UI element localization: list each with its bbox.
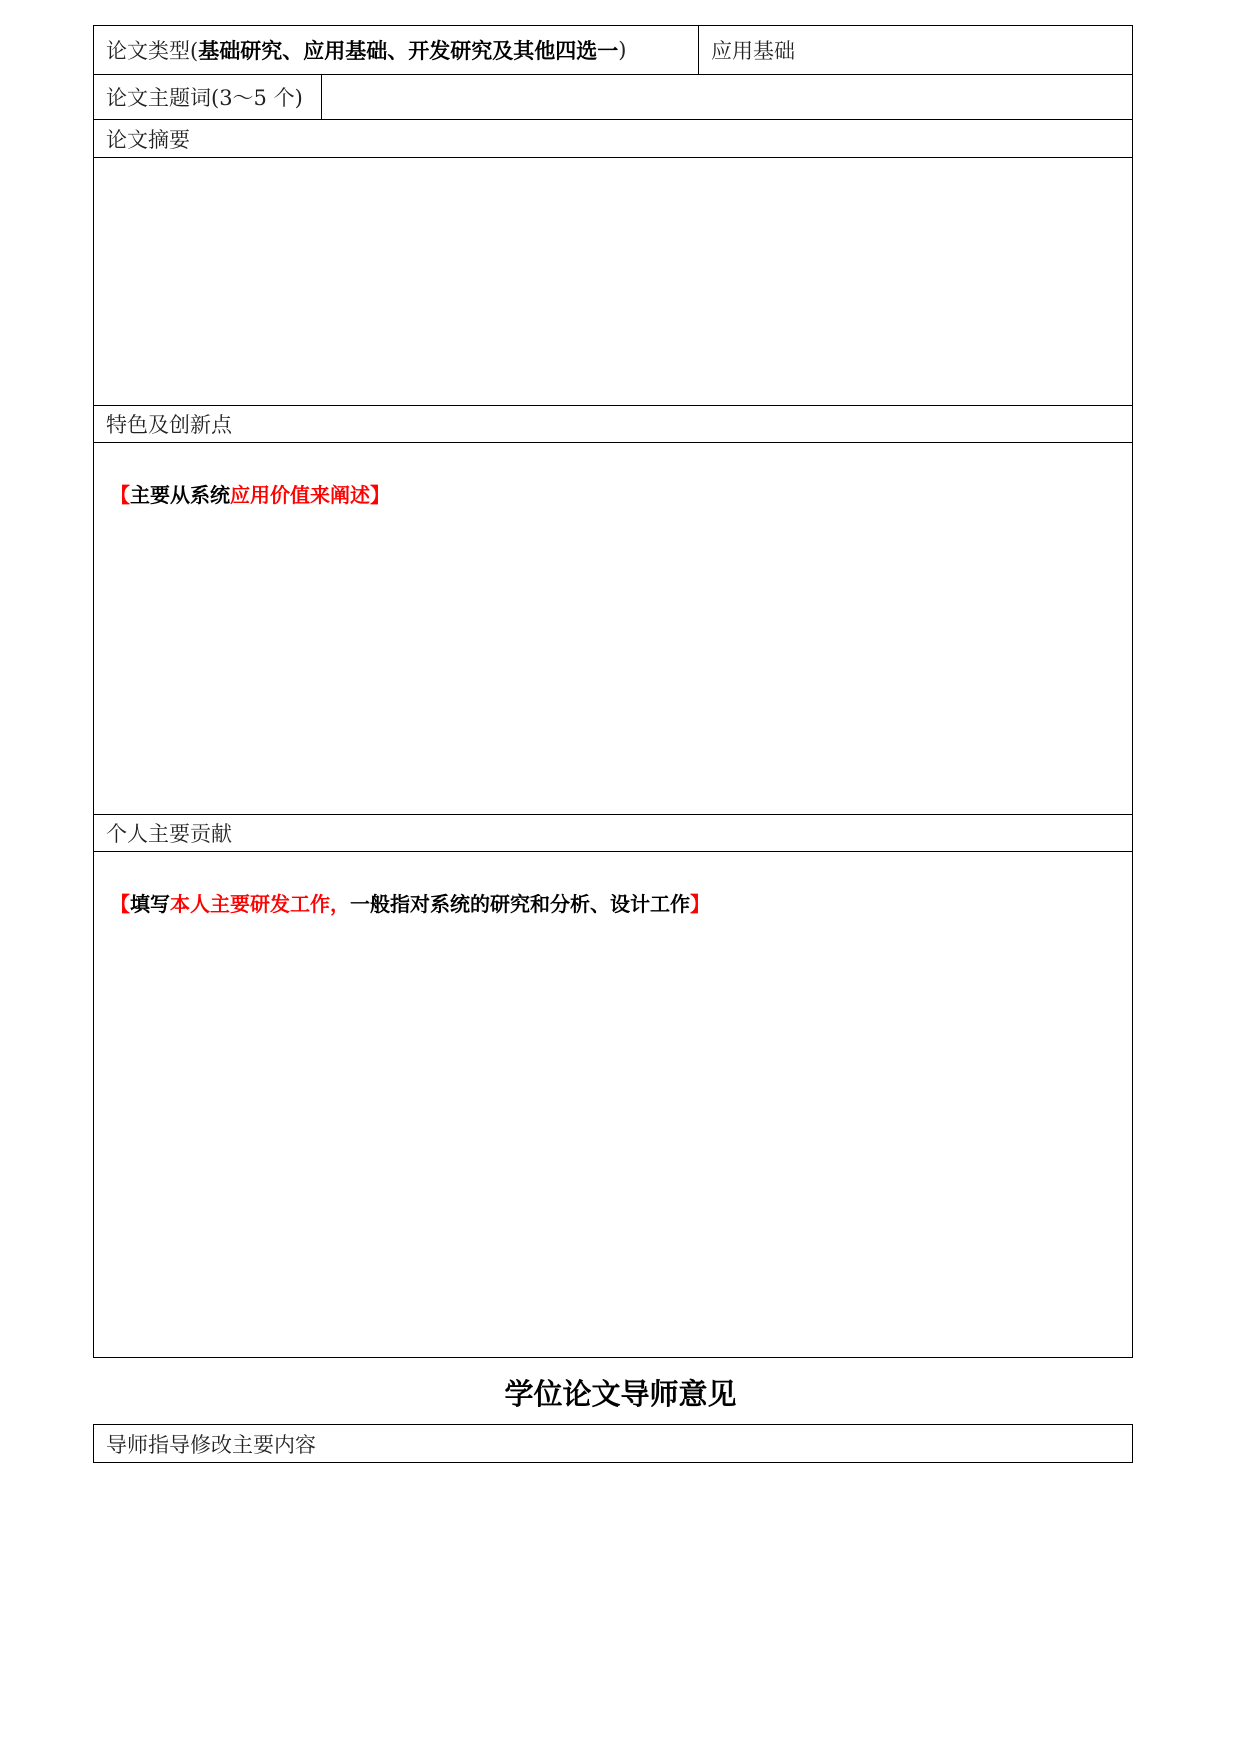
features-content[interactable]	[94, 443, 1132, 815]
thesis-type-value[interactable]: 应用基础	[711, 39, 795, 63]
features-hint	[110, 479, 390, 508]
thesis-type-options: 基础研究、应用基础、开发研究及其他四选一	[198, 39, 619, 63]
features-hint-open: 【	[110, 483, 130, 507]
thesis-type-label-suffix: )	[618, 38, 627, 62]
features-label-row	[94, 406, 1132, 443]
features-hint-close: 】	[370, 483, 390, 507]
abstract-label: 论文摘要	[106, 127, 190, 152]
contribution-hint-part2: 本人主要研发工作，	[170, 892, 350, 916]
thesis-info-table	[93, 25, 1133, 1358]
contribution-content[interactable]	[94, 852, 1132, 1357]
keywords-row	[94, 75, 1132, 120]
advisor-opinion-title: 学位论文导师意见	[504, 1377, 737, 1411]
thesis-type-label	[94, 26, 699, 74]
keywords-label: 论文主题词(3～5 个)	[94, 75, 322, 119]
contribution-hint-close: 】	[690, 892, 710, 916]
contribution-hint	[110, 888, 710, 917]
features-label: 特色及创新点	[106, 413, 232, 437]
thesis-type-row	[94, 26, 1132, 75]
contribution-label: 个人主要贡献	[106, 822, 232, 846]
abstract-label-row	[94, 120, 1132, 158]
contribution-label-row	[94, 815, 1132, 852]
keywords-value[interactable]	[322, 75, 1132, 119]
thesis-type-label-prefix: 论文类型(	[106, 39, 199, 63]
features-hint-part2: 应用价值来阐述	[230, 483, 370, 507]
advisor-table	[93, 1424, 1133, 1463]
contribution-hint-part1: 填写	[130, 892, 170, 916]
contribution-hint-part3: 一般指对系统的研究和分析、设计工作	[350, 892, 690, 916]
abstract-content[interactable]	[94, 158, 1132, 406]
contribution-hint-open: 【	[110, 892, 130, 916]
features-hint-part1: 主要从系统	[130, 483, 230, 507]
advisor-label: 导师指导修改主要内容	[106, 1432, 316, 1457]
advisor-label-row	[94, 1425, 1132, 1462]
